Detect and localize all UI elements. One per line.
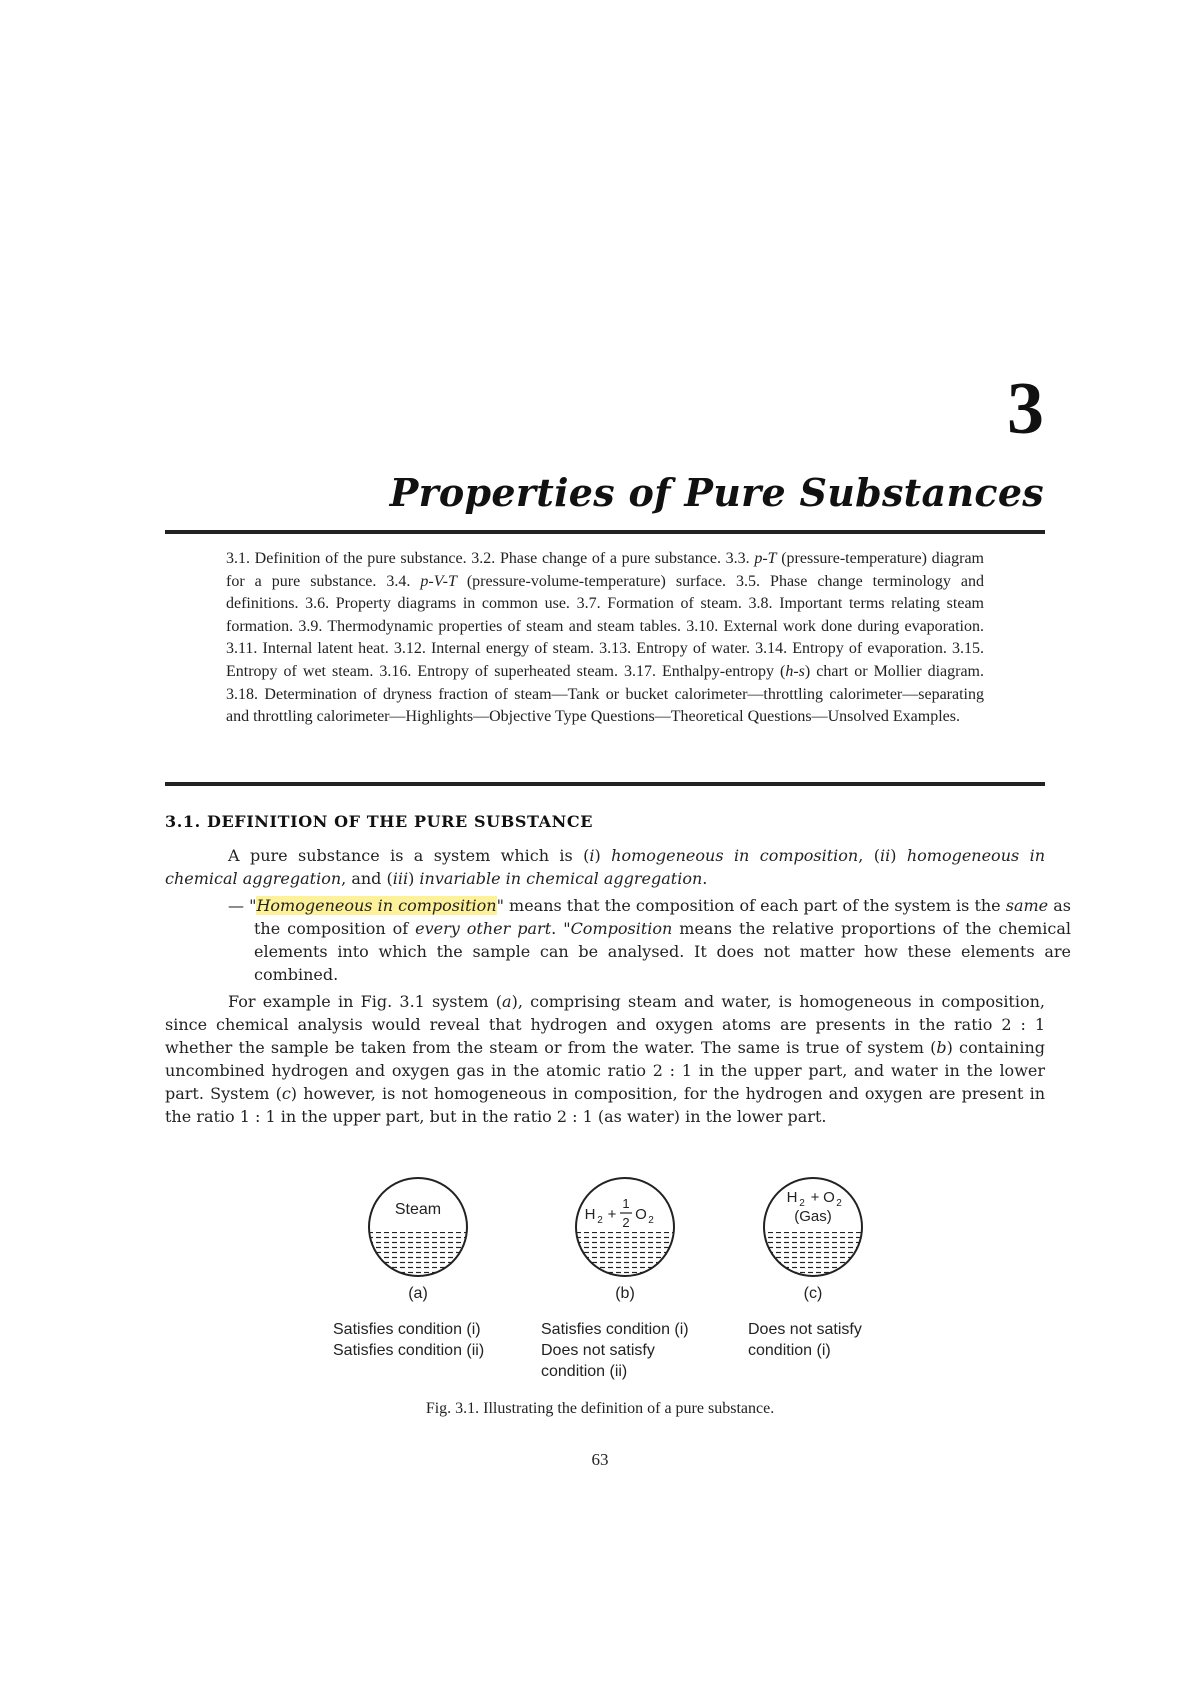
chapter-title: Properties of Pure Substances xyxy=(389,470,1044,515)
section-heading: 3.1. DEFINITION OF THE PURE SUBSTANCE xyxy=(165,812,594,831)
condition-text-b: Satisfies condition (i) Does not satisfy condition (ii) xyxy=(541,1321,689,1380)
bottom-rule xyxy=(165,782,1045,786)
tag-a: (a) xyxy=(408,1285,428,1302)
paragraph-composition: — "Homogeneous in composition" means that the composition of each part of the system is the same as the composition of every other part. "Composition means the relative proportions of the chemical elements into which the sample can be analysed. It does not matter how these elements are combined. xyxy=(228,896,1072,984)
plus-sign-b: + xyxy=(607,1206,617,1223)
tag-c: (c) xyxy=(803,1285,823,1302)
h2-subscript: 2 xyxy=(597,1215,603,1226)
figure-caption: Fig. 3.1. Illustrating the definition of a pure substance. xyxy=(425,1400,775,1417)
top-rule xyxy=(165,530,1045,534)
gas-label: (Gas) xyxy=(794,1208,832,1225)
water-region-b xyxy=(576,1232,674,1282)
vessel-c xyxy=(764,1178,862,1282)
paragraph-definition: A pure substance is a system which is (i) homogeneous in composition, (ii) homogeneous in chemical aggregation, and (iii) invariable in chemical aggregation. xyxy=(165,846,1046,888)
o2-subscript: 2 xyxy=(648,1215,654,1226)
fraction-denominator: 2 xyxy=(622,1215,630,1230)
figure-3-1-diagram xyxy=(0,1170,1200,1320)
chapter-number: 3 xyxy=(1007,368,1044,450)
tag-b: (b) xyxy=(615,1285,635,1302)
o2-subscript-c: 2 xyxy=(836,1198,842,1209)
h2-subscript-c: 2 xyxy=(799,1198,805,1209)
h2-symbol-c: H xyxy=(786,1189,798,1206)
page-number: 63 xyxy=(591,1450,609,1469)
paragraph-example: For example in Fig. 3.1 system (a), comprising steam and water, is homogeneous in composition, since chemical analysis would reveal that hydrogen and oxygen atoms are presents in the ratio 2 : 1 whether the sample be taken from the steam or from the water. The same is true of system (b) containing uncombined hydrogen and oxygen gas in the atomic ratio 2 : 1 in the upper part, and water in the lower part. System (c) however, is not homogeneous in composition, for the hydrogen and oxygen are present in the ratio 1 : 1 in the upper part, but in the ratio 2 : 1 (as water) in the lower part. xyxy=(165,992,1046,1126)
fraction-numerator: 1 xyxy=(622,1196,630,1211)
condition-text-c: Does not satisfy condition (i) xyxy=(748,1321,862,1359)
vessel-a xyxy=(369,1178,467,1282)
o2-symbol: O xyxy=(635,1206,647,1223)
chapter-contents: 3.1. Definition of the pure substance. 3.2. Phase change of a pure substance. 3.3. p-T (pressure-temperature) diagram for a pure substance. 3.4. p-V-T (pressure-volume-temperature) surface. 3.5. Phase change terminology and definitions. 3.6. Property diagrams in common use. 3.7. Formation of steam. 3.8. Important terms relating steam formation. 3.9. Thermodynamic properties of steam and steam tables. 3.10. External work done during evaporation. 3.11. Internal latent heat. 3.12. Internal energy of steam. 3.13. Entropy of water. 3.14. Entropy of evaporation. 3.15. Entropy of wet steam. 3.16. Entropy of superheated steam. 3.17. Enthalpy-entropy (h-s) chart or Mollier diagram. 3.18. Determination of dryness fraction of steam—Tank or bucket calorimeter—throttling calorimeter—separating and throttling calorimeter—Highlights—Objective Type Questions—Theoretical Questions—Unsolved Examples. xyxy=(226,550,985,726)
highlighted-text: Homogeneous in composition xyxy=(256,896,497,915)
steam-label: Steam xyxy=(394,1201,442,1218)
water-region-a xyxy=(369,1232,467,1282)
condition-text-a: Satisfies condition (i) Satisfies condition (ii) xyxy=(333,1321,485,1359)
h2-symbol: H xyxy=(584,1206,596,1223)
o2-symbol-c: O xyxy=(823,1189,835,1206)
vessel-b xyxy=(576,1178,674,1282)
plus-sign-c: + xyxy=(810,1189,820,1206)
water-region-c xyxy=(764,1232,862,1282)
